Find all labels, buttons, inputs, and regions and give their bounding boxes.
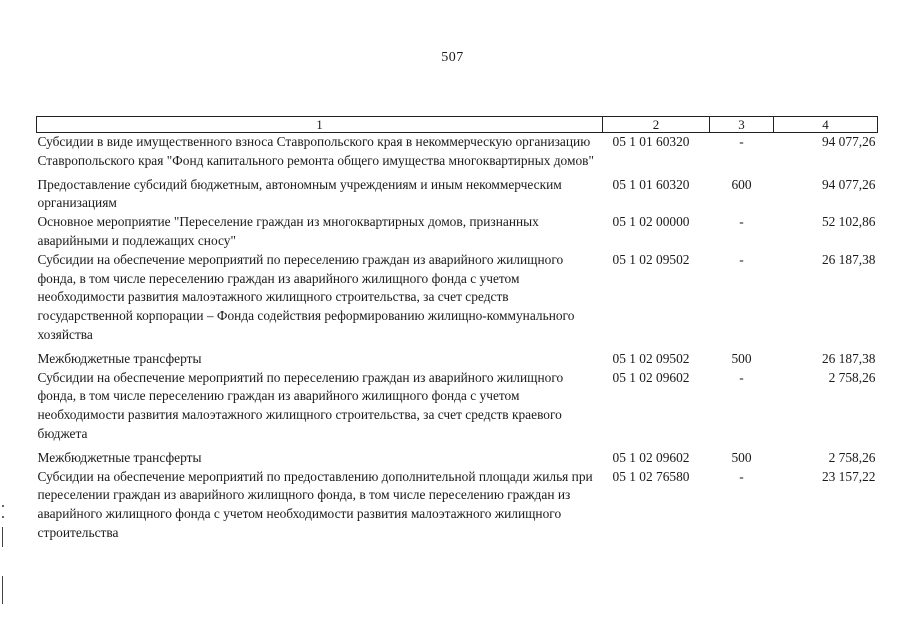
row-name: Межбюджетные трансферты: [37, 449, 202, 465]
table-row: [37, 369, 878, 449]
row-type: -: [739, 251, 744, 267]
row-sum: 94 077,26: [821, 176, 876, 192]
row-name: Субсидии в виде имущественного взноса Ставропольского края в некоммерческую организацию Ставропольского края "Фонд капитального ремонта общего имущества многоквартирных домов": [37, 134, 594, 168]
row-type: -: [739, 369, 744, 385]
row-code: 05 1 02 00000: [612, 214, 690, 230]
row-name: Основное мероприятие "Переселение граждан из многоквартирных домов, признанных аварийными и подлежащих сносу": [37, 214, 539, 248]
row-name: Субсидии на обеспечение мероприятий по переселению граждан из аварийного жилищного фонда, в том числе переселению граждан из аварийного жилищного фонда с учетом необходимости развития малоэтажного жилищного строительства, за счет средств краевого бюджета: [37, 369, 564, 441]
row-type: -: [739, 214, 744, 230]
row-sum: 26 187,38: [821, 350, 876, 366]
table-row: [37, 468, 878, 543]
row-sum: 26 187,38: [821, 251, 876, 267]
row-code: 05 1 01 60320: [612, 134, 690, 149]
row-type: -: [739, 468, 744, 484]
table-row: [37, 176, 878, 214]
row-sum: 2 758,26: [828, 449, 876, 465]
table-row: [37, 133, 878, 176]
table-row: [37, 350, 878, 369]
row-sum: 94 077,26: [821, 134, 876, 149]
row-code: 05 1 02 09602: [612, 449, 690, 465]
column-header-type: 3: [710, 117, 774, 133]
row-name: Субсидии на обеспечение мероприятий по предоставлению дополнительной площади жилья при переселении граждан из аварийного жилищного фонда, в том числе переселению граждан из аварийного жилищного фонда с учетом необходимости развития малоэтажного жилищного строительства: [37, 468, 593, 540]
table-header-row: [37, 117, 878, 133]
page-number: 507: [441, 50, 464, 65]
scan-artifact: [2, 576, 3, 604]
scan-artifact: [2, 505, 4, 507]
row-sum: 2 758,26: [828, 369, 876, 385]
table-row: [37, 213, 878, 251]
column-header-name: 1: [37, 117, 603, 133]
budget-table: [36, 116, 878, 543]
row-code: 05 1 02 09602: [612, 369, 690, 385]
row-sum: 23 157,22: [821, 468, 876, 484]
row-code: 05 1 02 76580: [612, 468, 690, 484]
row-code: 05 1 01 60320: [612, 176, 690, 192]
table-row: [37, 251, 878, 350]
scan-artifact: [2, 527, 3, 547]
scan-artifact: [2, 516, 4, 518]
row-type: 600: [731, 176, 752, 192]
row-code: 05 1 02 09502: [612, 251, 690, 267]
column-header-code: 2: [603, 117, 710, 133]
row-sum: 52 102,86: [821, 214, 876, 230]
row-type: 500: [731, 350, 752, 366]
row-type: 500: [731, 449, 752, 465]
column-header-sum: 4: [774, 117, 878, 133]
row-name: Субсидии на обеспечение мероприятий по переселению граждан из аварийного жилищного фонда, в том числе переселению граждан из аварийного жилищного фонда с учетом необходимости развития малоэтажного жилищного строительства, за счет средств государственной корпорации – Фонда содействия реформированию жилищно-коммунального хозяйства: [37, 251, 575, 342]
table-row: [37, 449, 878, 468]
row-type: -: [739, 134, 744, 149]
row-name: Предоставление субсидий бюджетным, автономным учреждениям и иным некоммерческим организациям: [37, 176, 562, 211]
row-code: 05 1 02 09502: [612, 350, 690, 366]
row-name: Межбюджетные трансферты: [37, 350, 202, 366]
